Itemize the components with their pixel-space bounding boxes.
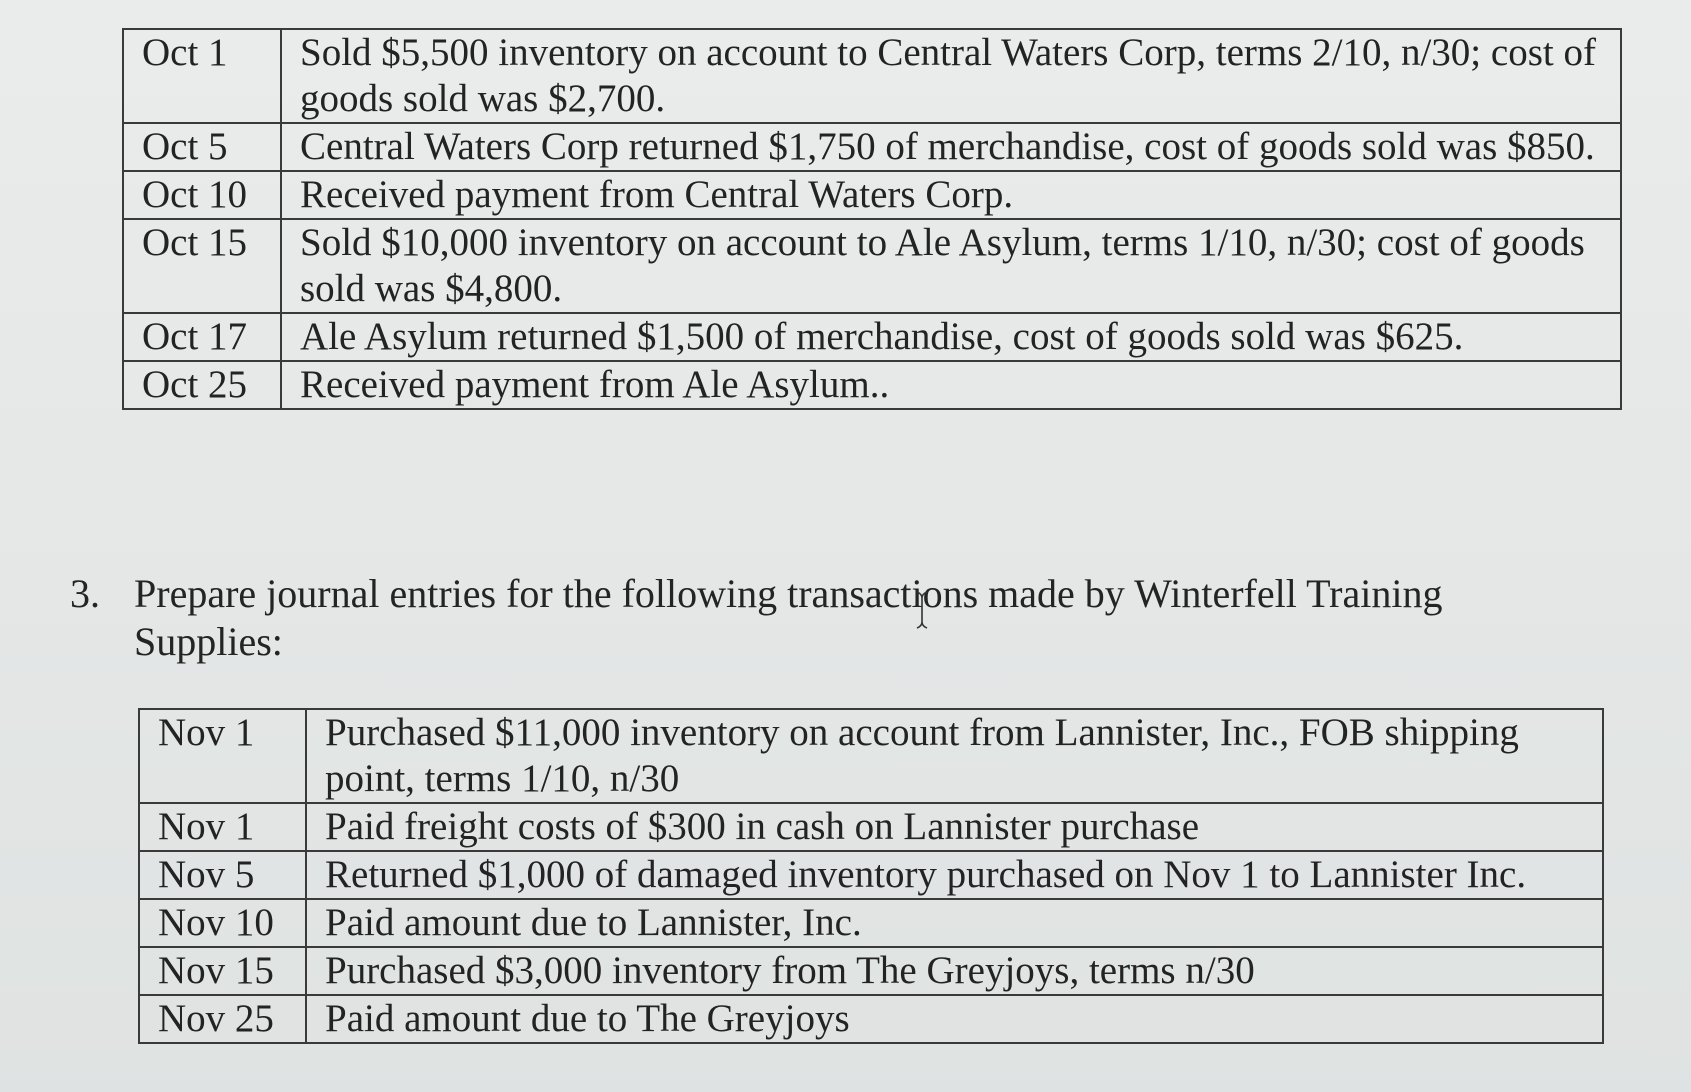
date-cell: Nov 1	[139, 709, 306, 803]
i-beam-cursor-icon	[915, 590, 929, 630]
description-cell: Paid freight costs of $300 in cash on Lannister purchase	[306, 803, 1603, 851]
table-row	[123, 29, 1621, 123]
table-row	[123, 219, 1621, 313]
question-text: Prepare journal entries for the following transactions made by Winterfell Training Supplies:	[134, 571, 1443, 664]
table-row	[139, 709, 1603, 803]
november-transactions-table	[138, 708, 1604, 1044]
description-cell: Received payment from Central Waters Corp.	[281, 171, 1621, 219]
question-3	[70, 570, 1490, 666]
date-cell: Nov 15	[139, 947, 306, 995]
table-row	[123, 361, 1621, 409]
date-cell: Nov 10	[139, 899, 306, 947]
description-cell: Returned $1,000 of damaged inventory purchased on Nov 1 to Lannister Inc.	[306, 851, 1603, 899]
table-row	[123, 313, 1621, 361]
date-cell: Oct 5	[123, 123, 281, 171]
description-cell: Purchased $11,000 inventory on account from Lannister, Inc., FOB shipping point, terms 1/10, n/30	[306, 709, 1603, 803]
table-row	[139, 995, 1603, 1043]
description-cell: Received payment from Ale Asylum..	[281, 361, 1621, 409]
date-cell: Oct 15	[123, 219, 281, 313]
table-row	[139, 851, 1603, 899]
description-cell: Sold $5,500 inventory on account to Central Waters Corp, terms 2/10, n/30; cost of goods sold was $2,700.	[281, 29, 1621, 123]
description-cell: Sold $10,000 inventory on account to Ale Asylum, terms 1/10, n/30; cost of goods sold was $4,800.	[281, 219, 1621, 313]
table-row	[123, 171, 1621, 219]
description-cell: Paid amount due to The Greyjoys	[306, 995, 1603, 1043]
table-row	[139, 803, 1603, 851]
question-number: 3.	[70, 571, 100, 616]
date-cell: Nov 1	[139, 803, 306, 851]
date-cell: Oct 1	[123, 29, 281, 123]
table-row	[123, 123, 1621, 171]
date-cell: Nov 5	[139, 851, 306, 899]
table-row	[139, 899, 1603, 947]
date-cell: Nov 25	[139, 995, 306, 1043]
description-cell: Ale Asylum returned $1,500 of merchandise, cost of goods sold was $625.	[281, 313, 1621, 361]
table-row	[139, 947, 1603, 995]
description-cell: Purchased $3,000 inventory from The Greyjoys, terms n/30	[306, 947, 1603, 995]
date-cell: Oct 25	[123, 361, 281, 409]
date-cell: Oct 10	[123, 171, 281, 219]
date-cell: Oct 17	[123, 313, 281, 361]
october-transactions-table	[122, 28, 1622, 410]
description-cell: Paid amount due to Lannister, Inc.	[306, 899, 1603, 947]
description-cell: Central Waters Corp returned $1,750 of merchandise, cost of goods sold was $850.	[281, 123, 1621, 171]
